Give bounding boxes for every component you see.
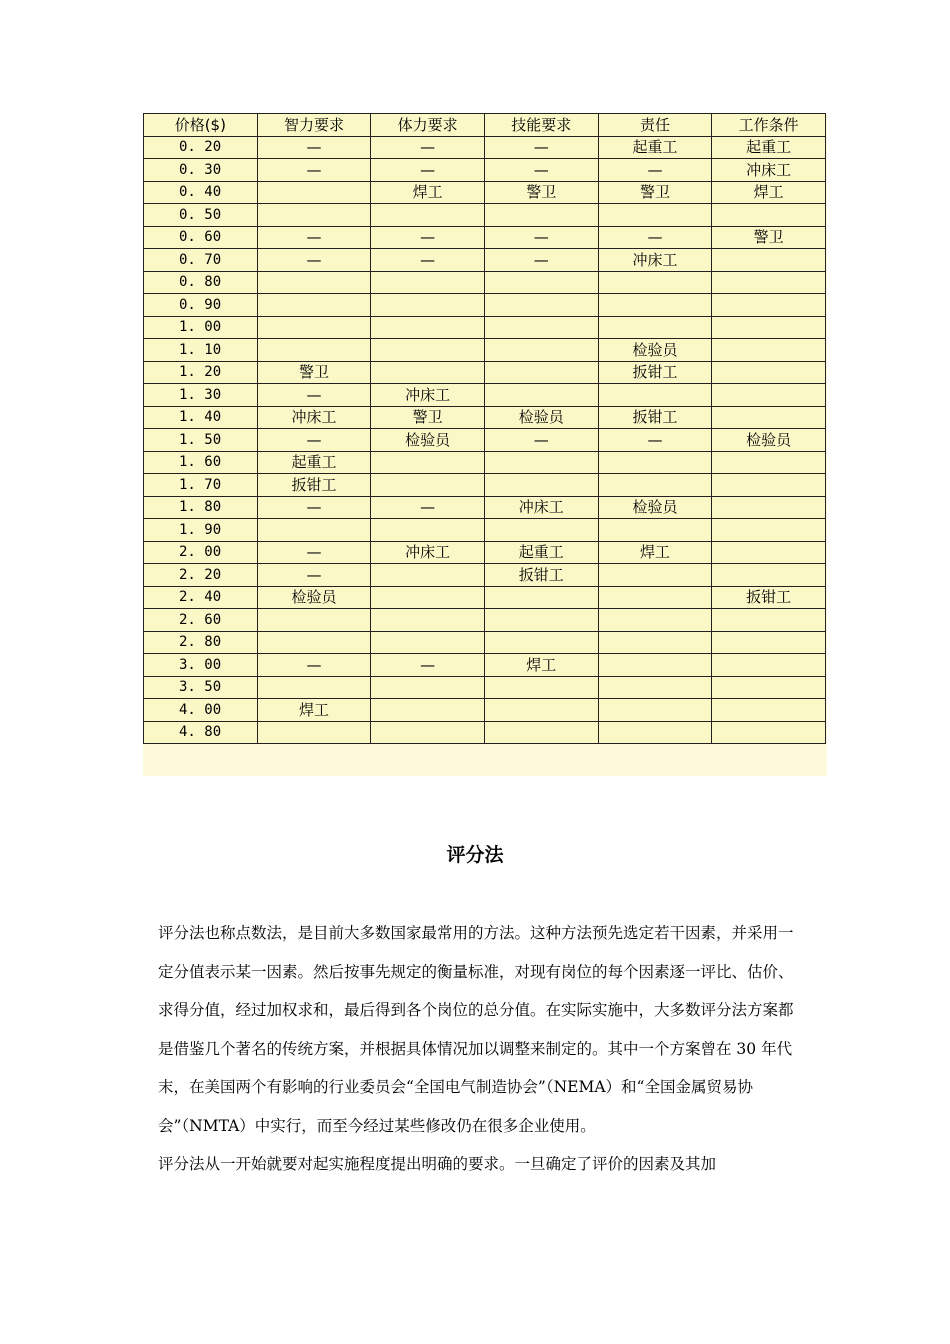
table-cell: 检验员 <box>598 339 712 362</box>
table-cell <box>484 316 598 339</box>
table-cell <box>712 496 826 519</box>
table-cell <box>484 519 598 542</box>
table-cell <box>257 271 371 294</box>
table-cell: — <box>484 159 598 182</box>
table-cell <box>598 204 712 227</box>
table-cell <box>371 361 485 384</box>
table-cell <box>484 339 598 362</box>
table-cell: 检验员 <box>712 429 826 452</box>
table-cell: — <box>257 564 371 587</box>
table-cell <box>598 451 712 474</box>
price-cell: 1. 50 <box>144 429 258 452</box>
table-cell <box>484 676 598 699</box>
table-cell <box>712 316 826 339</box>
table-cell <box>257 339 371 362</box>
table-cell <box>257 181 371 204</box>
table-row <box>144 429 826 452</box>
table-cell <box>712 699 826 722</box>
table-cell <box>484 204 598 227</box>
table-row <box>144 226 826 249</box>
table-cell: 冲床工 <box>257 406 371 429</box>
header-responsibility: 责任 <box>598 114 712 137</box>
table-cell <box>598 294 712 317</box>
table-row <box>144 586 826 609</box>
section-title: 评分法 <box>446 844 504 866</box>
table-cell: — <box>257 541 371 564</box>
table-cell <box>257 631 371 654</box>
table-cell <box>484 271 598 294</box>
table-cell <box>712 474 826 497</box>
header-skill: 技能要求 <box>484 114 598 137</box>
table-row <box>144 159 826 182</box>
table-row <box>144 541 826 564</box>
table-cell: 警卫 <box>484 181 598 204</box>
table-cell <box>484 699 598 722</box>
table-cell <box>371 564 485 587</box>
table-cell <box>712 271 826 294</box>
price-cell: 1. 60 <box>144 451 258 474</box>
table-cell: — <box>484 429 598 452</box>
table-cell: 焊工 <box>598 541 712 564</box>
table-cell: — <box>598 159 712 182</box>
table-cell: — <box>257 136 371 159</box>
table-cell: 冲床工 <box>712 159 826 182</box>
table-cell <box>598 519 712 542</box>
table-cell: 警卫 <box>598 181 712 204</box>
price-cell: 2. 20 <box>144 564 258 587</box>
table-cell <box>598 699 712 722</box>
table-cell <box>712 631 826 654</box>
table-cell: 警卫 <box>371 406 485 429</box>
price-cell: 0. 60 <box>144 226 258 249</box>
table-cell <box>712 541 826 564</box>
table-cell: 起重工 <box>257 451 371 474</box>
table-cell <box>371 519 485 542</box>
table-cell <box>712 204 826 227</box>
header-physical: 体力要求 <box>371 114 485 137</box>
header-working-conditions: 工作条件 <box>712 114 826 137</box>
table-row <box>144 519 826 542</box>
price-cell: 2. 00 <box>144 541 258 564</box>
table-cell <box>712 721 826 744</box>
table-cell: 检验员 <box>598 496 712 519</box>
table-cell <box>257 294 371 317</box>
table-row <box>144 631 826 654</box>
table-row <box>144 204 826 227</box>
table-row <box>144 406 826 429</box>
table-cell: — <box>257 654 371 677</box>
table-cell: — <box>484 249 598 272</box>
price-cell: 1. 70 <box>144 474 258 497</box>
table-row <box>144 676 826 699</box>
table-row <box>144 339 826 362</box>
table-cell: 扳钳工 <box>484 564 598 587</box>
price-cell: 4. 80 <box>144 721 258 744</box>
price-cell: 1. 20 <box>144 361 258 384</box>
table-row <box>144 609 826 632</box>
table-cell: — <box>484 226 598 249</box>
table-cell: 检验员 <box>257 586 371 609</box>
price-cell: 0. 50 <box>144 204 258 227</box>
price-cell: 4. 00 <box>144 699 258 722</box>
table-cell: — <box>371 249 485 272</box>
table-row <box>144 496 826 519</box>
table-cell: 扳钳工 <box>598 406 712 429</box>
price-cell: 0. 20 <box>144 136 258 159</box>
price-cell: 1. 40 <box>144 406 258 429</box>
table-cell: — <box>371 654 485 677</box>
table-cell: 焊工 <box>484 654 598 677</box>
table-cell: 扳钳工 <box>712 586 826 609</box>
table-cell: — <box>257 159 371 182</box>
body-text <box>158 914 798 1184</box>
table-cell <box>598 384 712 407</box>
table-header-row <box>144 114 826 137</box>
price-cell: 0. 80 <box>144 271 258 294</box>
table-row <box>144 294 826 317</box>
table-cell <box>371 451 485 474</box>
table-cell <box>371 676 485 699</box>
table-row <box>144 699 826 722</box>
table-cell: — <box>371 226 485 249</box>
table-cell <box>598 564 712 587</box>
table-cell <box>484 721 598 744</box>
table-cell <box>484 361 598 384</box>
table-cell <box>371 474 485 497</box>
table-cell <box>484 586 598 609</box>
table-cell: 警卫 <box>712 226 826 249</box>
price-cell: 1. 00 <box>144 316 258 339</box>
table-row <box>144 271 826 294</box>
table-row <box>144 249 826 272</box>
table-row <box>144 316 826 339</box>
table-cell: — <box>257 249 371 272</box>
table-cell <box>598 654 712 677</box>
price-cell: 1. 10 <box>144 339 258 362</box>
table-cell <box>712 361 826 384</box>
price-cell: 2. 60 <box>144 609 258 632</box>
table-row <box>144 136 826 159</box>
table-row <box>144 474 826 497</box>
table-body <box>144 136 826 744</box>
table-cell <box>598 474 712 497</box>
table-row <box>144 361 826 384</box>
price-cell: 2. 40 <box>144 586 258 609</box>
table-row <box>144 384 826 407</box>
table-cell: — <box>598 226 712 249</box>
table-cell: 焊工 <box>371 181 485 204</box>
table-cell: 冲床工 <box>371 541 485 564</box>
table-cell <box>371 609 485 632</box>
table-cell: — <box>484 136 598 159</box>
table-cell: — <box>257 226 371 249</box>
table-cell <box>598 609 712 632</box>
table-cell <box>257 519 371 542</box>
table-cell: — <box>598 429 712 452</box>
table-cell: — <box>371 496 485 519</box>
table-cell <box>371 294 485 317</box>
table-cell <box>712 406 826 429</box>
table-cell: 冲床工 <box>484 496 598 519</box>
table-cell <box>598 721 712 744</box>
table-cell: 起重工 <box>712 136 826 159</box>
table-cell: 警卫 <box>257 361 371 384</box>
price-cell: 0. 90 <box>144 294 258 317</box>
table-cell <box>257 609 371 632</box>
price-cell: 3. 00 <box>144 654 258 677</box>
price-cell: 0. 70 <box>144 249 258 272</box>
header-mental: 智力要求 <box>257 114 371 137</box>
table-cell <box>484 384 598 407</box>
paragraph: 评分法从一开始就要对起实施程度提出明确的要求。一旦确定了评价的因素及其加 <box>158 1155 717 1173</box>
table-cell <box>484 294 598 317</box>
table-cell: 冲床工 <box>598 249 712 272</box>
table-cell <box>371 721 485 744</box>
table-cell: 焊工 <box>712 181 826 204</box>
price-cell: 0. 40 <box>144 181 258 204</box>
table-cell <box>712 294 826 317</box>
table-cell: 焊工 <box>257 699 371 722</box>
table-cell <box>712 654 826 677</box>
table-cell: 冲床工 <box>371 384 485 407</box>
table-cell <box>257 316 371 339</box>
table-cell: — <box>257 384 371 407</box>
table-cell <box>257 204 371 227</box>
table-row <box>144 181 826 204</box>
paragraph: 评分法也称点数法，是目前大多数国家最常用的方法。这种方法预先选定若干因素，并采用一定分值表示某一因素。然后按事先规定的衡量标准，对现有岗位的每个因素逐一评比、估价、求得分值，经过加权求和，最后得到各个岗位的总分值。在实际实施中，大多数评分法方案都是借鉴几个著名的传统方案，并根据具体情况加以调整来制定的。其中一个方案曾在 30 年代末，在美国两个有影响的行业委员会“全国电气制造协会”（NEMA）和“全国金属贸易协会”（NMTA）中实行，而至今经过某些修改仍在很多企业使用。 <box>158 924 794 1135</box>
price-cell: 0. 30 <box>144 159 258 182</box>
table-cell <box>598 631 712 654</box>
table-cell: — <box>371 136 485 159</box>
price-cell: 1. 30 <box>144 384 258 407</box>
table-cell: — <box>257 496 371 519</box>
table-cell <box>598 271 712 294</box>
factor-price-table-container <box>143 113 827 776</box>
table-cell <box>371 204 485 227</box>
table-cell <box>257 721 371 744</box>
table-cell <box>712 609 826 632</box>
table-cell <box>712 676 826 699</box>
table-cell <box>598 586 712 609</box>
table-cell <box>484 451 598 474</box>
table-cell <box>371 316 485 339</box>
factor-price-table <box>143 113 826 744</box>
price-cell: 1. 90 <box>144 519 258 542</box>
price-cell: 3. 50 <box>144 676 258 699</box>
table-cell <box>712 249 826 272</box>
table-cell: 扳钳工 <box>257 474 371 497</box>
price-cell: 1. 80 <box>144 496 258 519</box>
table-cell <box>371 339 485 362</box>
table-cell <box>371 631 485 654</box>
table-cell: 扳钳工 <box>598 361 712 384</box>
table-cell <box>371 699 485 722</box>
table-row <box>144 564 826 587</box>
table-row <box>144 654 826 677</box>
price-cell: 2. 80 <box>144 631 258 654</box>
table-cell <box>371 271 485 294</box>
table-cell <box>484 609 598 632</box>
table-cell <box>598 316 712 339</box>
header-price: 价格($) <box>144 114 258 137</box>
table-cell <box>484 474 598 497</box>
table-cell <box>712 564 826 587</box>
table-cell <box>598 676 712 699</box>
table-cell: 检验员 <box>484 406 598 429</box>
table-cell <box>484 631 598 654</box>
table-row <box>144 721 826 744</box>
table-cell <box>712 339 826 362</box>
table-cell: — <box>257 429 371 452</box>
table-cell <box>371 586 485 609</box>
table-cell: 检验员 <box>371 429 485 452</box>
table-cell <box>712 384 826 407</box>
table-cell <box>712 519 826 542</box>
table-cell <box>257 676 371 699</box>
table-cell: 起重工 <box>598 136 712 159</box>
table-cell <box>712 451 826 474</box>
table-cell: 起重工 <box>484 541 598 564</box>
table-row <box>144 451 826 474</box>
table-cell: — <box>371 159 485 182</box>
